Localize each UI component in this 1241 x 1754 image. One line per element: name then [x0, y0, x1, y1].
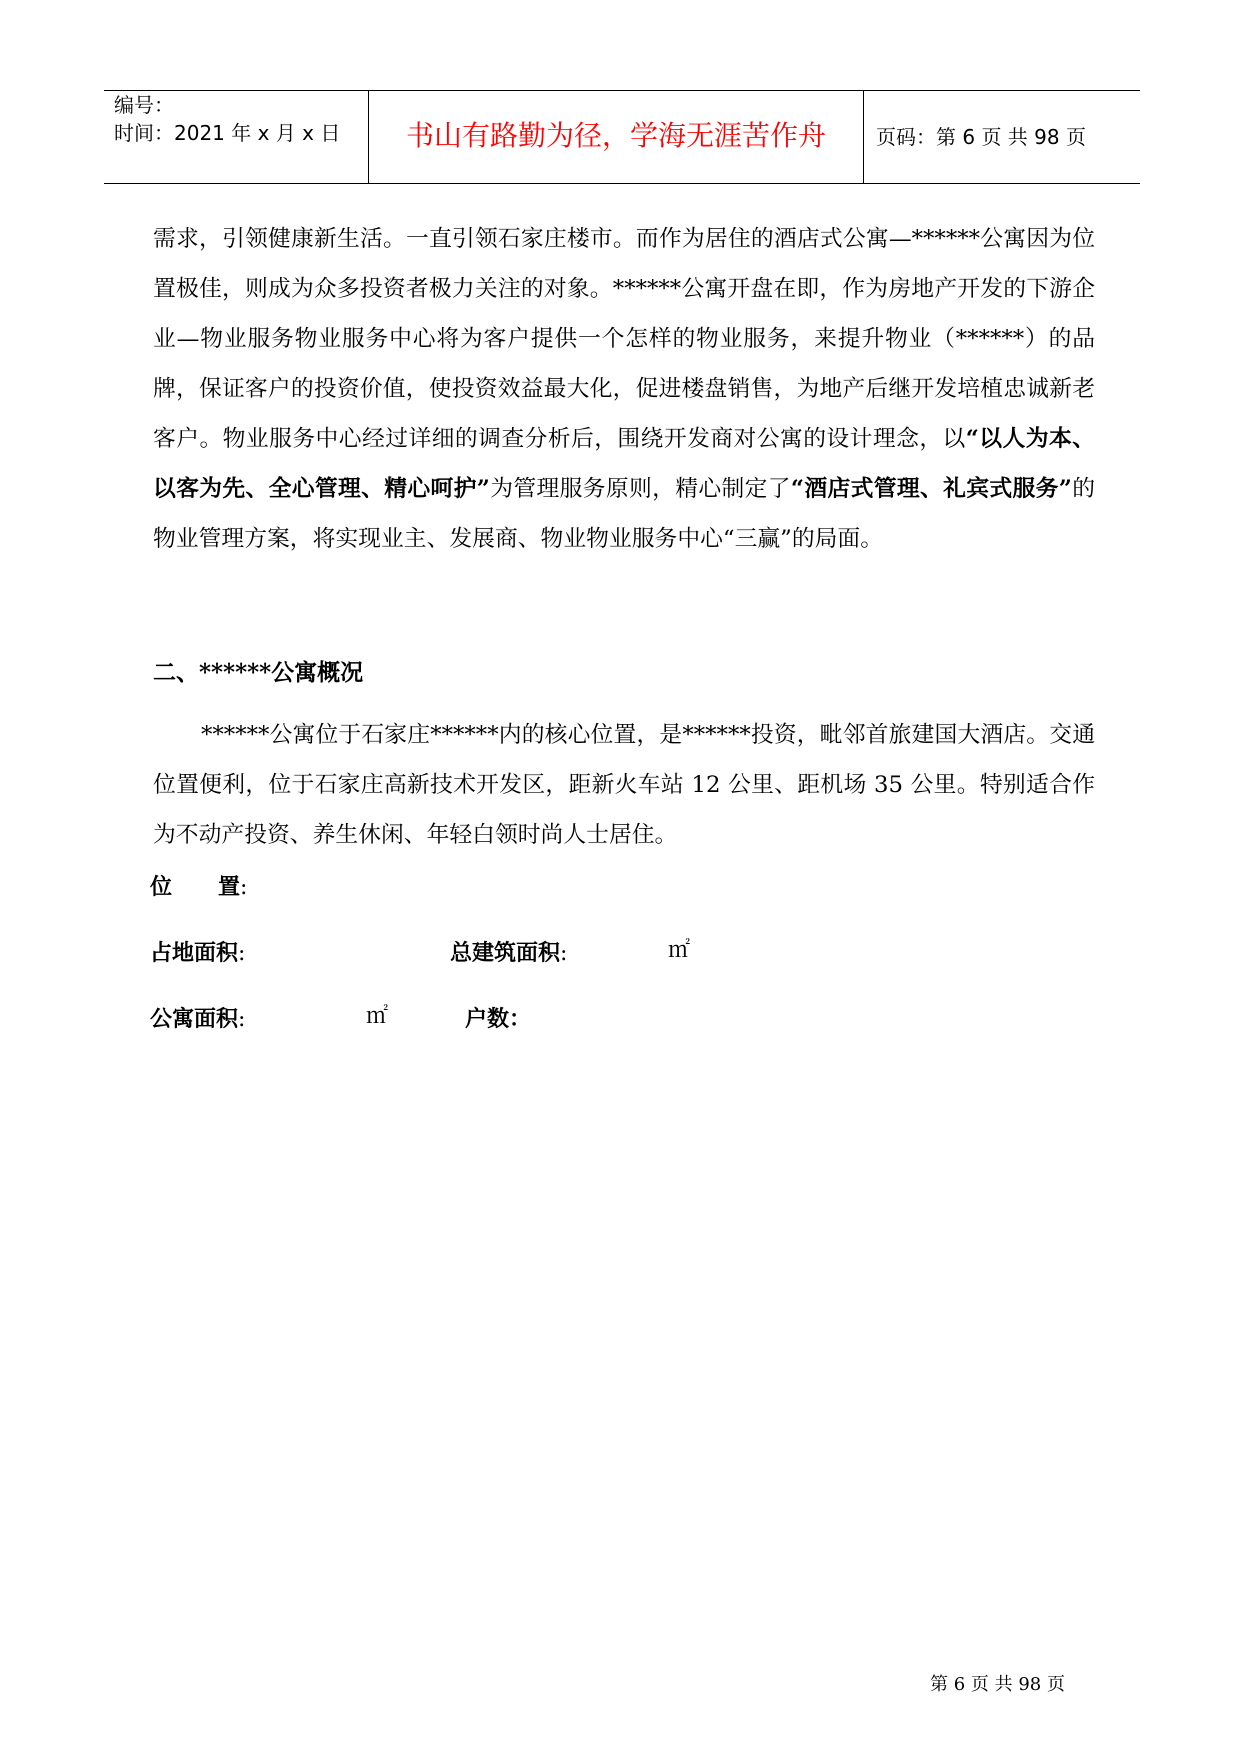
apartment-area-field [150, 1004, 245, 1035]
document-date: 时间：2021 年 x 月 x 日 [114, 121, 341, 145]
motto-text: 书山有路勤为径，学海无涯苦作舟 [405, 119, 826, 152]
intro-text-3: 的物业管理方案，将实现业主、发展商、物业物业服务中心“三赢”的局面。 [153, 476, 1096, 552]
location-field [150, 872, 247, 903]
service-principle: “以人为本、以客为先、全心管理、精心呵护” [153, 426, 1095, 502]
header-page-cell [864, 91, 1140, 183]
total-area-unit: ㎡ [668, 938, 691, 963]
intro-text-1: 需求，引领健康新生活。一直引领石家庄楼市。而作为居住的酒店式公寓—******公寓因为位置极佳，则成为众多投资者极力关注的对象。******公寓开盘在即，作为房地产开发的下游企业—物业服务物业服务中心将为客户提供一个怎样的物业服务，来提升物业（******）的品牌，保证客户的投资价值，使投资效益最大化，促进楼盘销售，为地产后继开发培植忠诚新老客户。物业服务中心经过详细的调查分析后，围绕开发商对公寓的设计理念，以 [153, 226, 1096, 452]
apartment-area-label: 公寓面积 [150, 1006, 239, 1032]
page-footer: 第 6 页 共 98 页 [930, 1674, 1065, 1695]
land-area-field [150, 938, 245, 969]
header-page-number: 页码：第 6 页 共 98 页 [876, 125, 1086, 149]
apartment-area-colon: : [238, 1007, 246, 1032]
total-area-colon: : [560, 941, 568, 966]
header-motto-cell [369, 91, 864, 183]
management-scheme: “酒店式管理、礼宾式服务” [790, 476, 1072, 502]
section-heading: 二、******公寓概况 [153, 659, 364, 686]
total-area-label: 总建筑面积 [450, 940, 561, 966]
location-colon: : [239, 875, 248, 900]
intro-paragraph [153, 214, 1095, 564]
overview-section [153, 710, 1095, 860]
intro-section [153, 214, 1095, 564]
total-area-field [450, 938, 567, 969]
header-meta-cell [104, 91, 369, 183]
land-area-label: 占地面积 [150, 940, 239, 966]
overview-paragraph: ******公寓位于石家庄******内的核心位置，是******投资，毗邻首旅建国大酒店。交通位置便利，位于石家庄高新技术开发区，距新火车站 12 公里、距机场 35 公里。特别适合作为不动产投资、养生休闲、年轻白领时尚人士居住。 [153, 722, 1095, 848]
land-area-colon: : [238, 941, 246, 966]
intro-text-2: 为管理服务原则，精心制定了 [489, 476, 791, 502]
households-field [465, 1004, 531, 1035]
households-label: 户数： [465, 1006, 532, 1032]
document-number-label: 编号： [114, 93, 174, 117]
page-header [104, 90, 1140, 184]
apartment-area-unit: ㎡ [366, 1004, 389, 1029]
location-label: 位 置 [150, 874, 240, 900]
